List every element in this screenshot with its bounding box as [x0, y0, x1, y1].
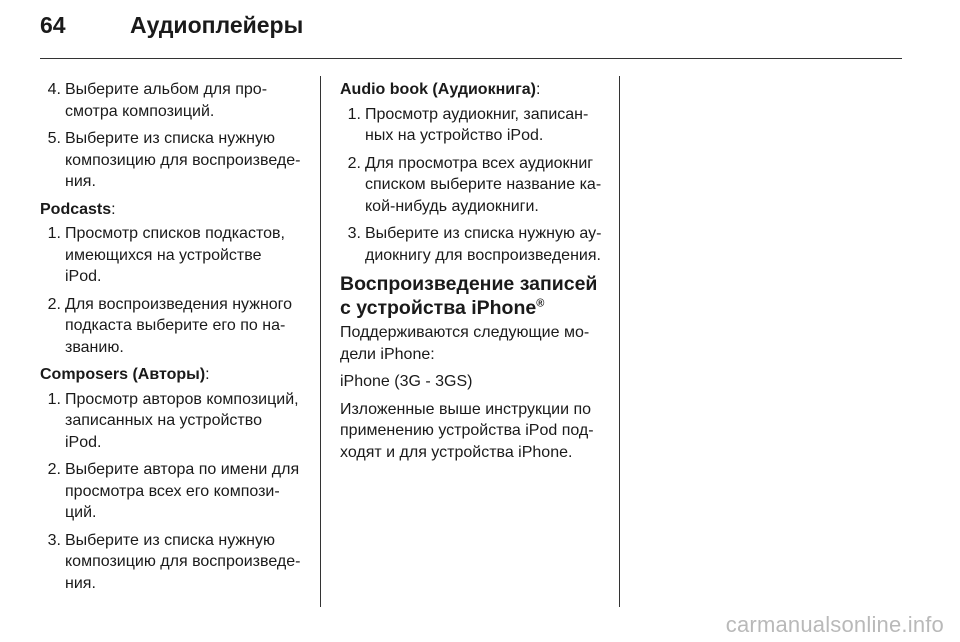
- audiobook-label-suffix: :: [535, 81, 541, 98]
- list-item: [40, 389, 302, 454]
- list-item: [40, 223, 302, 288]
- step-number: 2.: [47, 461, 61, 478]
- list-item: [40, 79, 302, 122]
- list-item: [340, 223, 605, 266]
- step-number: 2.: [347, 154, 361, 172]
- header-divider: [40, 58, 902, 59]
- podcasts-label-text: Podcasts: [40, 200, 112, 218]
- step-number: 2.: [47, 295, 61, 313]
- list-item: [40, 459, 302, 524]
- middle-column: [340, 79, 605, 469]
- step-text: Выберите из списка нужную композицию для воспроизведе-ния.: [65, 531, 301, 592]
- composers-steps-list: [40, 389, 302, 595]
- step-number: 1.: [47, 390, 61, 408]
- watermark: carmanualsonline.info: [725, 612, 944, 637]
- step-text: Выберите автора по имени для просмотра всех его компози-ций.: [65, 461, 300, 521]
- chapter-title: Аудиоплейеры: [130, 12, 304, 38]
- paragraph: iPhone (3G - 3GS): [340, 373, 473, 390]
- podcasts-steps-list: [40, 223, 302, 358]
- list-item: [340, 104, 605, 147]
- podcasts-label: [40, 199, 302, 221]
- column-divider-1: [320, 76, 321, 607]
- step-text: Для воспроизведения нужного подкаста выберите его по на-званию.: [65, 295, 293, 356]
- list-item: [340, 153, 605, 218]
- composers-label-suffix: :: [205, 366, 210, 383]
- step-text: Просмотр списков подкастов, имеющихся на устройстве iPod.: [65, 225, 285, 285]
- composers-label: [40, 364, 302, 386]
- composers-label-text: Composers (Авторы): [40, 366, 206, 383]
- iphone-heading-text: Воспроизведение записей с устройства iPhone: [340, 273, 598, 319]
- step-number: 3.: [47, 531, 61, 549]
- step-text: Для просмотра всех аудиокниг списком выберите название ка-кой-нибудь аудиокниги.: [365, 154, 602, 215]
- audiobook-steps-list: [340, 104, 605, 267]
- audiobook-label: [340, 79, 605, 101]
- page-number: 64: [40, 12, 66, 38]
- step-number: 4.: [47, 81, 61, 98]
- page-header: [40, 12, 902, 39]
- step-text: Выберите из списка нужную композицию для воспроизведе-ния.: [65, 130, 301, 190]
- column-divider-2: [619, 76, 620, 607]
- left-column: [40, 79, 302, 600]
- step-number: 1.: [47, 225, 61, 242]
- album-steps-list: [40, 79, 302, 193]
- step-text: Выберите альбом для про-смотра композиций.: [65, 81, 268, 120]
- list-item: [40, 294, 302, 359]
- step-text: Выберите из списка нужную ау-диокнигу для воспроизведения.: [365, 225, 602, 264]
- step-number: 5.: [47, 130, 61, 147]
- step-text: Просмотр авторов композиций, записанных на устройство iPod.: [65, 390, 299, 451]
- list-item: [40, 128, 302, 193]
- list-item: [40, 530, 302, 595]
- registered-mark: ®: [536, 297, 545, 310]
- paragraph: Изложенные выше инструкции по применению устройства iPod под-ходят и для устройства iPhone.: [340, 400, 594, 461]
- step-text: Просмотр аудиокниг, записан-ных на устройство iPod.: [365, 105, 589, 144]
- podcasts-label-suffix: :: [111, 200, 116, 218]
- iphone-section-heading: [340, 272, 605, 320]
- paragraph: Поддерживаются следующие мо-дели iPhone:: [340, 324, 590, 363]
- step-number: 1.: [347, 105, 361, 123]
- audiobook-label-text: Audio book (Аудиокнига): [340, 81, 536, 98]
- step-number: 3.: [347, 225, 361, 242]
